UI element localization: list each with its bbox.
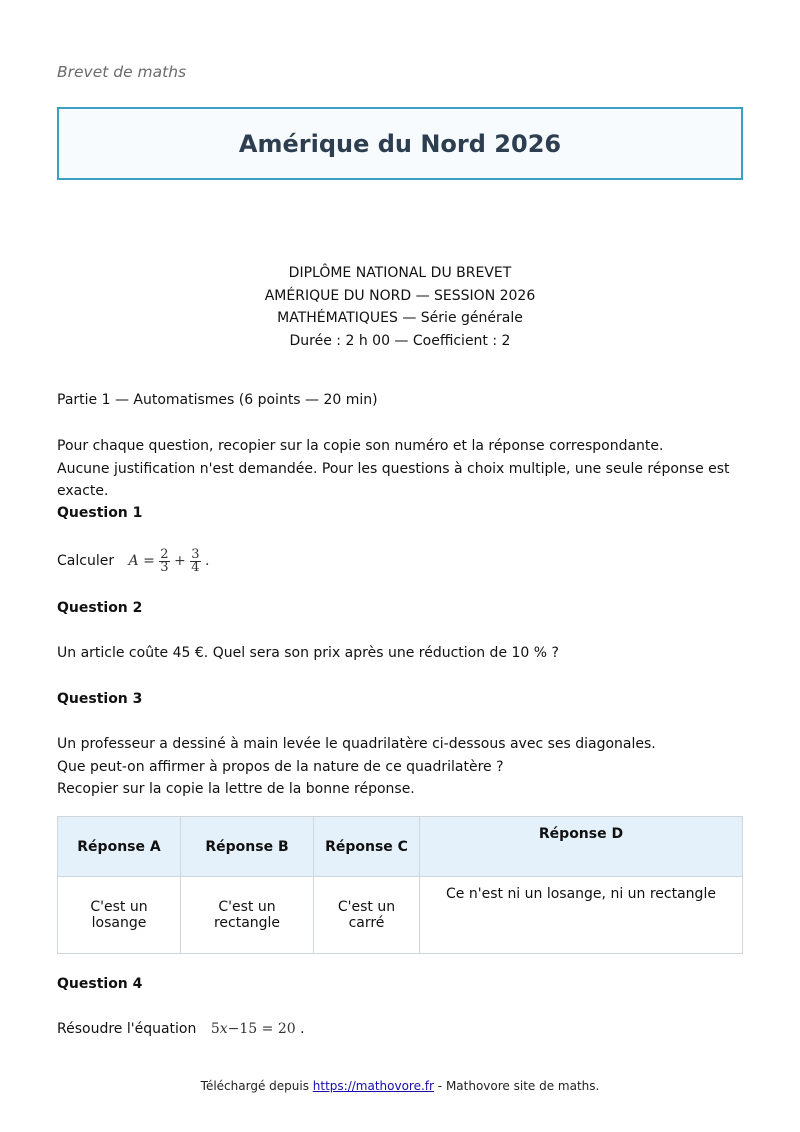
question-4-title: Question 4 (57, 976, 143, 992)
footer-prefix: Téléchargé depuis (200, 1079, 309, 1093)
formula-equals: = (143, 553, 155, 569)
formula-period: . (204, 553, 210, 569)
instruction-line-1: Pour chaque question, recopier sur la copie son numéro et la réponse correspondante. (57, 438, 664, 454)
formula-variable: A (128, 553, 139, 569)
equation-rest: −15 = 20 (227, 1021, 296, 1037)
question-3-line-3: Recopier sur la copie la lettre de la bonne réponse. (57, 781, 415, 797)
answer-d: Ce n'est ni un losange, ni un rectangle (420, 877, 743, 954)
formula-plus: + (174, 553, 186, 569)
question-3-title: Question 3 (57, 691, 143, 707)
answer-a: C'est un losange (58, 877, 181, 954)
header-answer-a: Réponse A (58, 817, 181, 877)
question-1-title: Question 1 (57, 505, 143, 521)
exam-line-session: AMÉRIQUE DU NORD — SESSION 2026 (264, 287, 536, 304)
question-4-text (57, 1018, 743, 1041)
footer-suffix: - Mathovore site de maths. (437, 1079, 600, 1093)
equation-coefficient: 5 (210, 1021, 220, 1037)
exam-line-subject: MATHÉMATIQUES — Série générale (277, 310, 523, 326)
question-4-label: Résoudre l'équation (57, 1021, 197, 1037)
instruction-line-2: Aucune justification n'est demandée. Pour les questions à choix multiple, une seule réponse est exacte. (57, 460, 730, 499)
footer (0, 1079, 800, 1093)
question-2-title: Question 2 (57, 600, 143, 616)
question-3-text (57, 733, 743, 801)
answer-b: C'est un rectangle (181, 877, 314, 954)
question-1-label: Calculer (57, 553, 115, 569)
fraction-1-numerator: 2 (160, 546, 169, 562)
question-1-formula (128, 546, 210, 575)
page-title: Amérique du Nord 2026 (238, 129, 562, 158)
question-3-line-2: Que peut-on affirmer à propos de la nature de ce quadrilatère ? (57, 758, 504, 775)
footer-link[interactable]: https://mathovore.fr (312, 1079, 434, 1093)
part1-title: Partie 1 — Automatismes (6 points — 20 min) (57, 392, 378, 408)
question-3-line-1: Un professeur a dessiné à main levée le quadrilatère ci-dessous avec ses diagonales. (57, 736, 656, 752)
question-2-text: Un article coûte 45 €. Quel sera son prix après une réduction de 10 % ? (57, 645, 559, 661)
fraction-2 (190, 546, 200, 575)
subject-label: Brevet de maths (57, 63, 187, 81)
part1-instructions (57, 435, 743, 503)
exam-line-diploma: DIPLÔME NATIONAL DU BREVET (288, 265, 512, 281)
fraction-1-denominator: 3 (160, 559, 169, 575)
answers-table (57, 816, 743, 954)
header-answer-c: Réponse C (314, 817, 420, 877)
answer-c: C'est un carré (314, 877, 420, 954)
question-1-text (57, 543, 743, 579)
header-answer-b: Réponse B (181, 817, 314, 877)
fraction-2-numerator: 3 (191, 546, 200, 562)
header-answer-d: Réponse D (420, 817, 743, 877)
fraction-1 (159, 546, 169, 575)
title-box (57, 107, 743, 180)
exam-line-duration: Durée : 2 h 00 — Coefficient : 2 (289, 332, 511, 349)
answers-row (58, 877, 743, 954)
fraction-2-denominator: 4 (191, 559, 200, 575)
equation-variable: x (219, 1021, 228, 1037)
answers-header-row (58, 817, 743, 877)
exam-header (57, 262, 743, 352)
question-4-formula (211, 1021, 300, 1037)
equation-period: . (300, 1021, 305, 1037)
